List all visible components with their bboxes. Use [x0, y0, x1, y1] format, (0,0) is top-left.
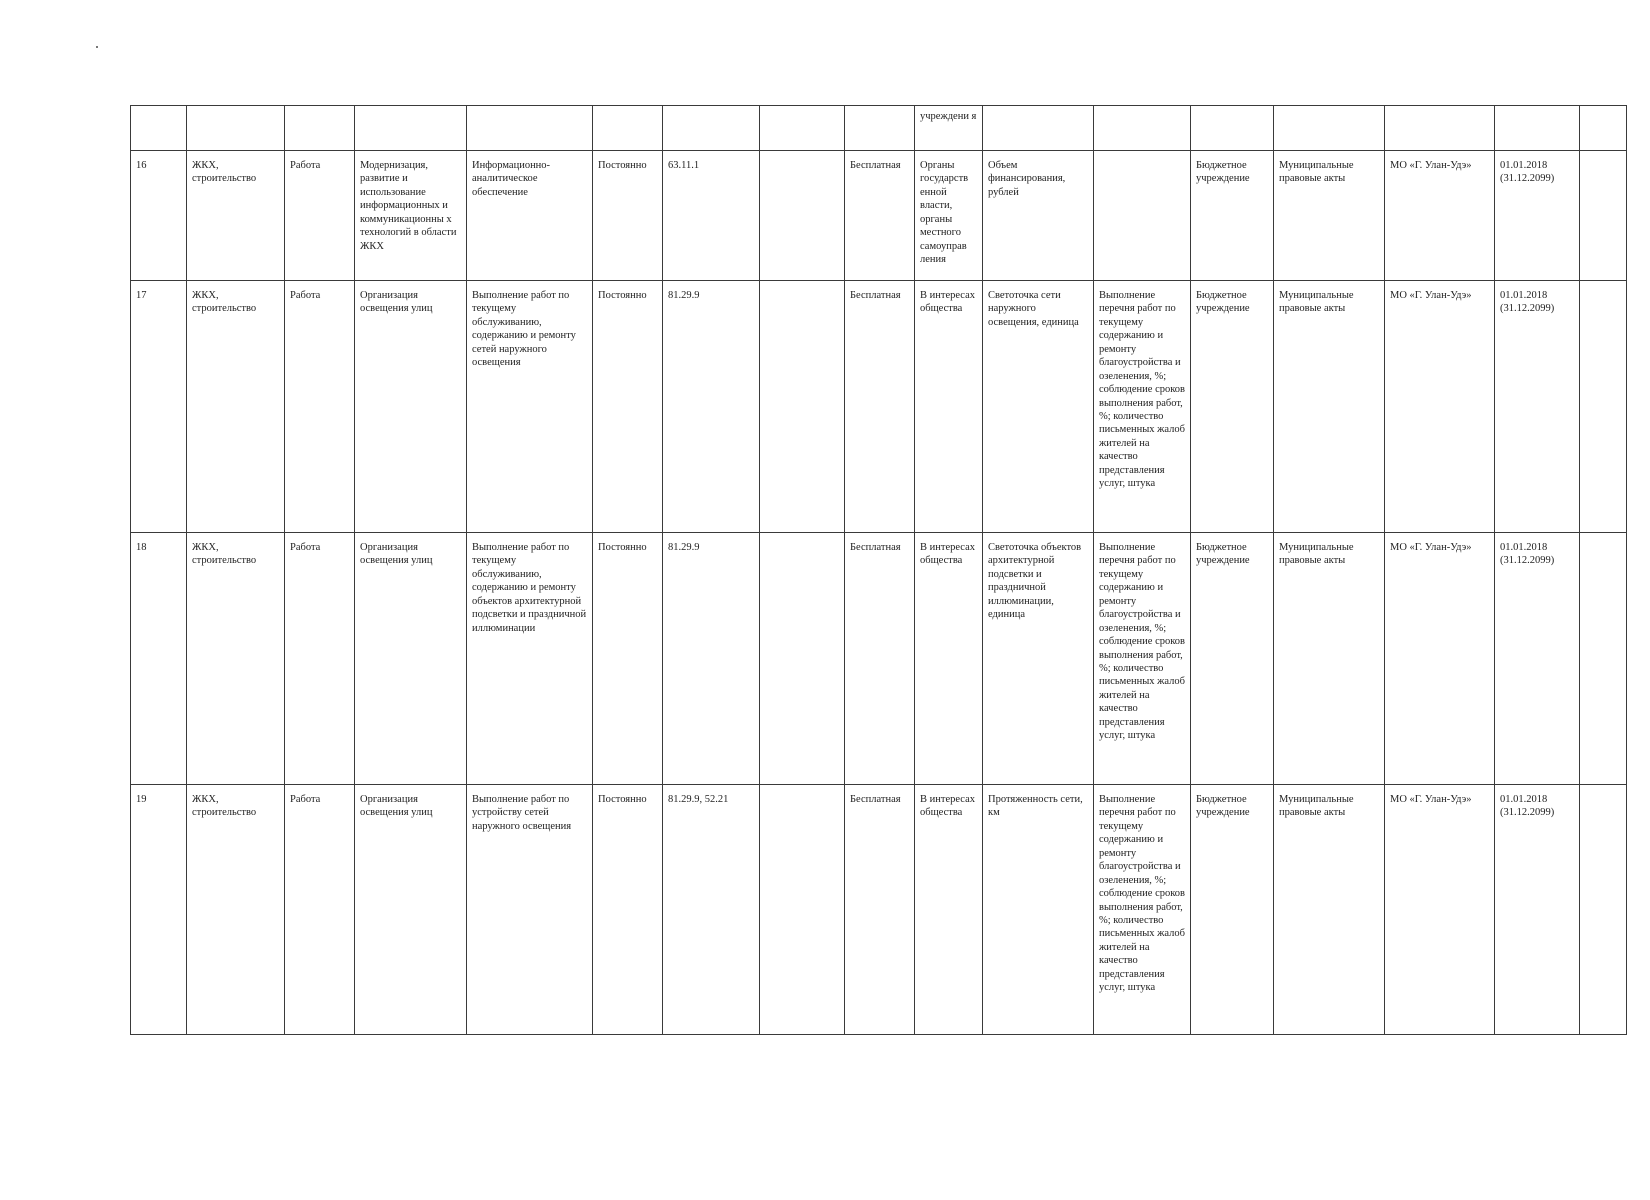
okved-cell: 81.29.9, 52.21: [663, 785, 760, 1035]
content-cell: Выполнение работ по текущему обслуживанию, содержанию и ремонту объектов архитектурной подсветки и праздничной иллюминации: [467, 533, 593, 785]
cell: [187, 106, 285, 151]
table-row: [131, 785, 1627, 1035]
services-registry-table: [130, 105, 1627, 1035]
cell: [593, 106, 663, 151]
cell: [1191, 106, 1274, 151]
sphere-cell: ЖКХ, строительство: [187, 151, 285, 281]
content-cell: Выполнение работ по текущему обслуживанию, содержанию и ремонту сетей наружного освещения: [467, 281, 593, 533]
name-cell: Организация освещения улиц: [355, 785, 467, 1035]
name-cell: Организация освещения улиц: [355, 533, 467, 785]
dates-cell: 01.01.2018 (31.12.2099): [1495, 281, 1580, 533]
legal-acts-cell: Муниципальные правовые акты: [1274, 533, 1385, 785]
owner-cell: МО «Г. Улан-Удэ»: [1385, 533, 1495, 785]
empty-cell: [1580, 151, 1627, 281]
cell: [1094, 106, 1191, 151]
owner-cell: МО «Г. Улан-Удэ»: [1385, 281, 1495, 533]
institution-type-cell: Бюджетное учреждение: [1191, 281, 1274, 533]
cell: [663, 106, 760, 151]
row-number: 18: [131, 533, 187, 785]
dates-cell: 01.01.2018 (31.12.2099): [1495, 533, 1580, 785]
empty-cell: [760, 151, 845, 281]
institution-type-cell: Бюджетное учреждение: [1191, 785, 1274, 1035]
empty-cell: [1580, 533, 1627, 785]
cell: [1385, 106, 1495, 151]
cell: [467, 106, 593, 151]
cell: [983, 106, 1094, 151]
type-cell: Работа: [285, 533, 355, 785]
cell: [760, 106, 845, 151]
empty-cell: [1580, 281, 1627, 533]
name-cell: Организация освещения улиц: [355, 281, 467, 533]
owner-cell: МО «Г. Улан-Удэ»: [1385, 151, 1495, 281]
quality-indicator-cell: [1094, 151, 1191, 281]
cell: [1580, 106, 1627, 151]
cell: учреждени я: [915, 106, 983, 151]
name-cell: Модернизация, развитие и использование информационных и коммуникационны х технологий в области ЖКХ: [355, 151, 467, 281]
empty-cell: [760, 785, 845, 1035]
row-number: 16: [131, 151, 187, 281]
payment-cell: Бесплатная: [845, 785, 915, 1035]
table-row: [131, 151, 1627, 281]
sphere-cell: ЖКХ, строительство: [187, 533, 285, 785]
table-row: [131, 533, 1627, 785]
payment-cell: Бесплатная: [845, 281, 915, 533]
institution-type-cell: Бюджетное учреждение: [1191, 151, 1274, 281]
dates-cell: 01.01.2018 (31.12.2099): [1495, 785, 1580, 1035]
consumers-cell: В интересах общества: [915, 785, 983, 1035]
table-row: [131, 281, 1627, 533]
volume-indicator-cell: Светоточка сети наружного освещения, единица: [983, 281, 1094, 533]
sphere-cell: ЖКХ, строительство: [187, 785, 285, 1035]
condition-cell: Постоянно: [593, 151, 663, 281]
quality-indicator-cell: Выполнение перечня работ по текущему содержанию и ремонту благоустройства и озеленения, %; соблюдение сроков выполнения работ, %; количество письменных жалоб жителей на качество представления услуг, штука: [1094, 281, 1191, 533]
condition-cell: Постоянно: [593, 785, 663, 1035]
okved-cell: 81.29.9: [663, 533, 760, 785]
cell: [355, 106, 467, 151]
quality-indicator-cell: Выполнение перечня работ по текущему содержанию и ремонту благоустройства и озеленения, %; соблюдение сроков выполнения работ, %; количество письменных жалоб жителей на качество представления услуг, штука: [1094, 785, 1191, 1035]
empty-cell: [1580, 785, 1627, 1035]
content-cell: Выполнение работ по устройству сетей наружного освещения: [467, 785, 593, 1035]
volume-indicator-cell: Протяженность сети, км: [983, 785, 1094, 1035]
cell: [1274, 106, 1385, 151]
row-number: 17: [131, 281, 187, 533]
type-cell: Работа: [285, 281, 355, 533]
condition-cell: Постоянно: [593, 533, 663, 785]
volume-indicator-cell: Объем финансирования, рублей: [983, 151, 1094, 281]
empty-cell: [760, 281, 845, 533]
cell: [1495, 106, 1580, 151]
continuation-row: [131, 106, 1627, 151]
okved-cell: 63.11.1: [663, 151, 760, 281]
okved-cell: 81.29.9: [663, 281, 760, 533]
legal-acts-cell: Муниципальные правовые акты: [1274, 281, 1385, 533]
payment-cell: Бесплатная: [845, 533, 915, 785]
dates-cell: 01.01.2018 (31.12.2099): [1495, 151, 1580, 281]
row-number: 19: [131, 785, 187, 1035]
cell: [285, 106, 355, 151]
cell: [131, 106, 187, 151]
legal-acts-cell: Муниципальные правовые акты: [1274, 785, 1385, 1035]
consumers-cell: В интересах общества: [915, 281, 983, 533]
cell: [845, 106, 915, 151]
consumers-cell: Органы государств енной власти, органы местного самоуправ ления: [915, 151, 983, 281]
content-cell: Информационно-аналитическое обеспечение: [467, 151, 593, 281]
sphere-cell: ЖКХ, строительство: [187, 281, 285, 533]
condition-cell: Постоянно: [593, 281, 663, 533]
scan-speck: [96, 46, 98, 48]
consumers-cell: В интересах общества: [915, 533, 983, 785]
type-cell: Работа: [285, 151, 355, 281]
type-cell: Работа: [285, 785, 355, 1035]
quality-indicator-cell: Выполнение перечня работ по текущему содержанию и ремонту благоустройства и озеленения, %; соблюдение сроков выполнения работ, %; количество письменных жалоб жителей на качество представления услуг, штука: [1094, 533, 1191, 785]
volume-indicator-cell: Светоточка объектов архитектурной подсветки и праздничной иллюминации, единица: [983, 533, 1094, 785]
owner-cell: МО «Г. Улан-Удэ»: [1385, 785, 1495, 1035]
legal-acts-cell: Муниципальные правовые акты: [1274, 151, 1385, 281]
payment-cell: Бесплатная: [845, 151, 915, 281]
empty-cell: [760, 533, 845, 785]
institution-type-cell: Бюджетное учреждение: [1191, 533, 1274, 785]
